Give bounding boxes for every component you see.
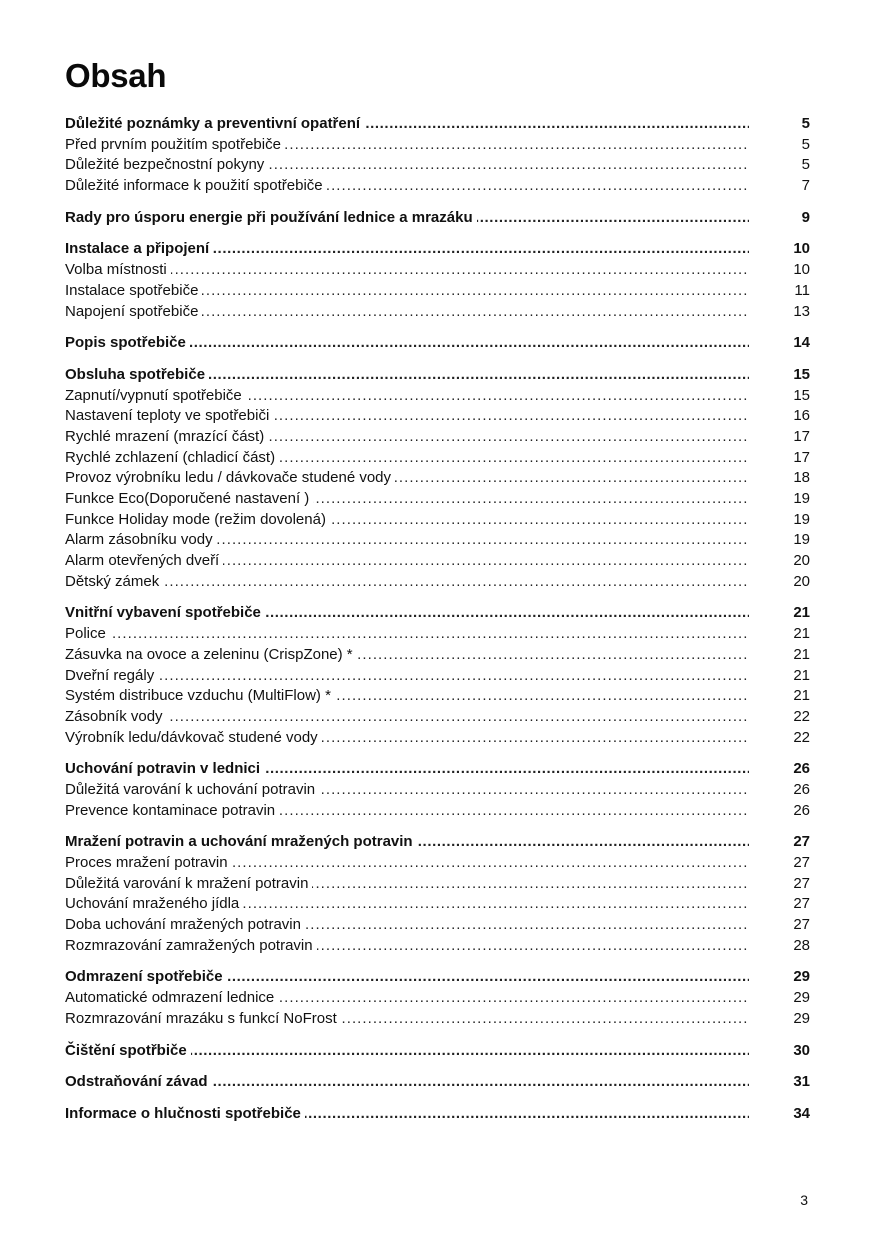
toc-page-number: 9 <box>801 208 810 226</box>
toc-page-number: 11 <box>794 281 810 299</box>
dot-leader <box>65 1072 749 1093</box>
toc-entry[interactable] <box>65 853 810 874</box>
toc-heading[interactable] <box>65 759 810 780</box>
toc-entry[interactable] <box>65 155 810 176</box>
toc-section <box>65 365 810 593</box>
toc-page-number: 10 <box>793 261 810 279</box>
toc-page-number: 29 <box>793 989 810 1007</box>
toc-entry-label: Funkce Holiday mode (režim dovolená) <box>65 511 330 528</box>
toc-entry-label: Dveřní regály <box>65 667 158 684</box>
page-number: 3 <box>800 1192 808 1208</box>
toc-page-number: 22 <box>793 707 810 725</box>
dot-leader <box>65 176 749 197</box>
toc-entry[interactable] <box>65 728 810 749</box>
dot-leader <box>65 686 749 707</box>
dot-leader <box>65 365 749 386</box>
toc-page-number: 15 <box>793 365 810 383</box>
toc-entry[interactable] <box>65 530 810 551</box>
toc-page-number: 27 <box>793 895 810 913</box>
toc-entry-label: Důležité bezpečnostní pokyny <box>65 156 268 173</box>
toc-entry-label: Napojení spotřebiče <box>65 303 202 320</box>
toc-heading[interactable] <box>65 1041 810 1062</box>
toc-page-number: 19 <box>793 531 810 549</box>
toc-heading-label: Rady pro úsporu energie při používání lednice a mrazáku <box>65 209 477 226</box>
toc-entry[interactable] <box>65 572 810 593</box>
toc-heading[interactable] <box>65 1104 810 1125</box>
toc-entry-label: Rozmrazování zamražených potravin <box>65 937 317 954</box>
toc-entry-label: Prevence kontaminace potravin <box>65 802 279 819</box>
toc-page-number: 26 <box>793 801 810 819</box>
toc-entry-label: Volba místnosti <box>65 261 171 278</box>
dot-leader <box>65 936 749 957</box>
toc-page-number: 7 <box>801 177 810 195</box>
dot-leader <box>65 530 749 551</box>
dot-leader <box>65 988 749 1009</box>
dot-leader <box>65 624 749 645</box>
toc-page-number: 17 <box>793 427 810 445</box>
dot-leader <box>65 260 749 281</box>
dot-leader <box>65 468 749 489</box>
toc-section <box>65 1104 810 1125</box>
toc-page-number: 26 <box>793 780 810 798</box>
toc-entry[interactable] <box>65 624 810 645</box>
toc-page-number: 13 <box>793 302 810 320</box>
dot-leader <box>65 448 749 469</box>
toc-page-number: 30 <box>793 1041 810 1059</box>
dot-leader <box>65 780 749 801</box>
dot-leader <box>65 832 749 853</box>
dot-leader <box>65 333 749 354</box>
dot-leader <box>65 666 749 687</box>
toc-entry-label: Proces mražení potravin <box>65 854 232 871</box>
toc-entry-label: Důležitá varování k uchování potravin <box>65 781 319 798</box>
dot-leader <box>65 853 749 874</box>
toc-entry[interactable] <box>65 551 810 572</box>
toc-section <box>65 239 810 322</box>
dot-leader <box>65 135 749 156</box>
toc-entry-label: Výrobník ledu/dávkovač studené vody <box>65 729 322 746</box>
table-of-contents <box>65 114 810 1136</box>
toc-entry[interactable] <box>65 707 810 728</box>
toc-entry-label: Police <box>65 625 110 642</box>
toc-section <box>65 114 810 197</box>
toc-entry-label: Před prvním použitím spotřebiče <box>65 136 285 153</box>
toc-entry[interactable] <box>65 666 810 687</box>
toc-heading-label: Odstraňování závad <box>65 1073 212 1090</box>
toc-page-number: 10 <box>793 240 810 258</box>
dot-leader <box>65 302 749 323</box>
dot-leader <box>65 155 749 176</box>
toc-entry-label: Funkce Eco(Doporučené nastavení ) <box>65 490 313 507</box>
toc-entry[interactable] <box>65 468 810 489</box>
toc-entry[interactable] <box>65 874 810 895</box>
dot-leader <box>65 208 749 229</box>
toc-page-number: 19 <box>793 510 810 528</box>
toc-entry-label: Dětský zámek <box>65 573 163 590</box>
toc-heading-label: Instalace a připojení <box>65 240 213 257</box>
toc-entry[interactable] <box>65 936 810 957</box>
toc-entry-label: Doba uchování mražených potravin <box>65 916 305 933</box>
toc-entry[interactable] <box>65 801 810 822</box>
toc-heading-label: Odmrazení spotřebiče <box>65 968 227 985</box>
toc-entry[interactable] <box>65 686 810 707</box>
dot-leader <box>65 603 749 624</box>
toc-entry-label: Instalace spotřebiče <box>65 282 202 299</box>
page-title: Obsah <box>65 57 167 94</box>
toc-entry-label: Rychlé mrazení (mrazící část) <box>65 428 268 445</box>
dot-leader <box>65 801 749 822</box>
dot-leader <box>65 707 749 728</box>
toc-page-number: 20 <box>793 572 810 590</box>
toc-heading[interactable] <box>65 1072 810 1093</box>
toc-entry-label: Rychlé zchlazení (chladicí část) <box>65 449 279 466</box>
toc-page-number: 19 <box>793 490 810 507</box>
toc-entry[interactable] <box>65 260 810 281</box>
dot-leader <box>65 915 749 936</box>
toc-entry[interactable] <box>65 489 810 510</box>
toc-heading-label: Důležité poznámky a preventivní opatření <box>65 115 364 132</box>
toc-heading-label: Obsluha spotřebiče <box>65 366 209 383</box>
toc-page-number: 21 <box>793 625 810 643</box>
toc-entry[interactable] <box>65 645 810 666</box>
toc-entry[interactable] <box>65 1009 810 1030</box>
toc-page-number: 21 <box>793 687 810 705</box>
toc-entry[interactable] <box>65 386 810 407</box>
toc-page-number: 14 <box>793 334 810 352</box>
dot-leader <box>65 1104 749 1125</box>
dot-leader <box>65 1041 749 1062</box>
toc-heading-label: Informace o hlučnosti spotřebiče <box>65 1105 305 1122</box>
dot-leader <box>65 510 749 531</box>
toc-page-number: 5 <box>801 156 810 174</box>
toc-heading-label: Vnitřní vybavení spotřebiče <box>65 604 265 621</box>
toc-section <box>65 1072 810 1093</box>
toc-heading[interactable] <box>65 603 810 624</box>
toc-section <box>65 333 810 354</box>
toc-entry-label: Zapnutí/vypnutí spotřebiče <box>65 387 246 404</box>
toc-page-number: 20 <box>793 552 810 570</box>
dot-leader <box>65 967 749 988</box>
toc-entry-label: Nastavení teploty ve spotřebiči <box>65 407 273 424</box>
toc-page-number: 29 <box>793 968 810 986</box>
toc-entry[interactable] <box>65 988 810 1009</box>
toc-section <box>65 759 810 821</box>
toc-section <box>65 832 810 956</box>
toc-heading[interactable] <box>65 208 810 229</box>
dot-leader <box>65 281 749 302</box>
dot-leader <box>65 114 749 135</box>
toc-entry[interactable] <box>65 510 810 531</box>
toc-page-number: 18 <box>793 469 810 487</box>
toc-heading[interactable] <box>65 333 810 354</box>
toc-entry[interactable] <box>65 176 810 197</box>
toc-heading-label: Uchování potravin v lednici <box>65 760 264 777</box>
toc-heading[interactable] <box>65 239 810 260</box>
dot-leader <box>65 427 749 448</box>
dot-leader <box>65 1009 749 1030</box>
toc-entry-label: Zásuvka na ovoce a zeleninu (CrispZone) * <box>65 646 357 663</box>
toc-entry[interactable] <box>65 302 810 323</box>
dot-leader <box>65 489 749 510</box>
toc-page-number: 26 <box>793 760 810 778</box>
dot-leader <box>65 874 749 895</box>
toc-entry-label: Systém distribuce vzduchu (MultiFlow) * <box>65 687 335 704</box>
toc-heading[interactable] <box>65 365 810 386</box>
toc-section <box>65 1041 810 1062</box>
dot-leader <box>65 239 749 260</box>
toc-heading[interactable] <box>65 967 810 988</box>
toc-page-number: 34 <box>793 1104 810 1122</box>
toc-page-number: 21 <box>793 666 810 684</box>
toc-entry[interactable] <box>65 427 810 448</box>
toc-page-number: 27 <box>793 874 810 892</box>
toc-entry[interactable] <box>65 448 810 469</box>
toc-entry-label: Provoz výrobníku ledu / dávkovače studené vody <box>65 469 395 486</box>
dot-leader <box>65 728 749 749</box>
toc-page-number: 27 <box>793 854 810 871</box>
toc-heading-label: Mražení potravin a uchování mražených potravin <box>65 833 417 850</box>
toc-section <box>65 967 810 1029</box>
toc-entry-label: Automatické odmrazení lednice <box>65 989 278 1006</box>
dot-leader <box>65 894 749 915</box>
toc-heading[interactable] <box>65 114 810 135</box>
toc-page-number: 22 <box>793 728 810 746</box>
toc-entry[interactable] <box>65 894 810 915</box>
toc-page-number: 31 <box>793 1073 810 1091</box>
toc-entry-label: Alarm otevřených dveří <box>65 552 223 569</box>
toc-page-number: 27 <box>793 916 810 934</box>
toc-section <box>65 603 810 748</box>
toc-entry[interactable] <box>65 406 810 427</box>
dot-leader <box>65 572 749 593</box>
toc-entry[interactable] <box>65 281 810 302</box>
toc-heading-label: Čištění spotřbiče <box>65 1042 191 1059</box>
dot-leader <box>65 406 749 427</box>
toc-heading-label: Popis spotřebiče <box>65 334 190 351</box>
dot-leader <box>65 645 749 666</box>
toc-entry[interactable] <box>65 780 810 801</box>
dot-leader <box>65 759 749 780</box>
toc-entry-label: Zásobník vody <box>65 708 167 725</box>
toc-entry-label: Rozmrazování mrazáku s funkcí NoFrost <box>65 1010 341 1027</box>
toc-entry[interactable] <box>65 915 810 936</box>
toc-page-number: 21 <box>793 604 810 622</box>
toc-section <box>65 208 810 229</box>
toc-entry-label: Důležitá varování k mražení potravin <box>65 875 312 892</box>
dot-leader <box>65 551 749 572</box>
toc-entry-label: Alarm zásobníku vody <box>65 531 217 548</box>
dot-leader <box>65 386 749 407</box>
toc-page-number: 15 <box>793 386 810 404</box>
toc-page-number: 21 <box>793 645 810 663</box>
toc-heading[interactable] <box>65 832 810 853</box>
toc-page-number: 17 <box>793 448 810 466</box>
toc-page-number: 28 <box>793 936 810 954</box>
toc-page-number: 5 <box>801 115 810 132</box>
toc-page-number: 27 <box>793 833 810 851</box>
toc-entry[interactable] <box>65 135 810 156</box>
toc-page-number: 5 <box>801 135 810 153</box>
toc-page-number: 29 <box>793 1009 810 1027</box>
toc-page-number: 16 <box>793 407 810 425</box>
toc-entry-label: Uchování mraženého jídla <box>65 895 243 912</box>
toc-entry-label: Důležité informace k použití spotřebiče <box>65 177 327 194</box>
